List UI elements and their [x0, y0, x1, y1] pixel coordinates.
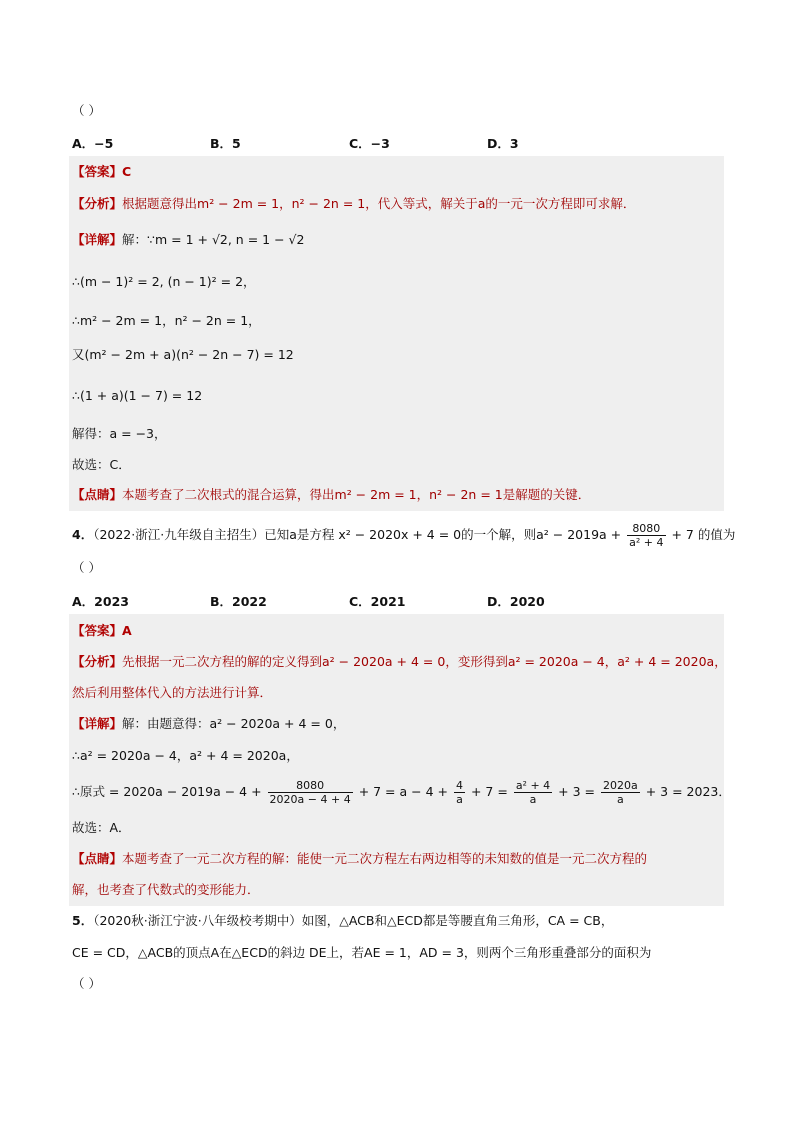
- q4-stem: [72, 520, 735, 550]
- q4-detail-3b: + 7 = a − 4 +: [358, 784, 448, 799]
- q4-option-a: A．2023: [72, 594, 129, 609]
- q4-detail-line-1: [72, 716, 345, 732]
- q3-analysis-tag: 【分析】: [72, 196, 123, 211]
- q3-detail-line-3: ∴m² − 2m = 1，n² − 2n = 1，: [72, 313, 261, 328]
- q4-analysis-tag: 【分析】: [72, 654, 123, 669]
- q4-stem-b: + 7 的值为: [671, 527, 736, 542]
- q4-stem-frac-num: 8080: [627, 522, 665, 536]
- q4-option-d: D．2020: [487, 594, 545, 609]
- q4-fraction-1: [268, 779, 353, 806]
- q5-number: 5．: [72, 913, 94, 928]
- q4-analysis-line-1: [72, 654, 727, 670]
- q5-source: （2020秋·浙江宁波·八年级校考期中）: [93, 913, 302, 928]
- q3-detail-line-7: 故选：C．: [72, 457, 131, 472]
- q3-detail-line-1: [72, 232, 304, 248]
- q4-stem-frac-den: a² + 4: [629, 536, 664, 549]
- q4-option-b: B．2022: [210, 594, 267, 609]
- q4-detail-3a: ∴原式 = 2020a − 2019a − 4 +: [72, 784, 262, 799]
- q3-option-a: A．−5: [72, 136, 114, 151]
- q4-analysis-2: 然后利用整体代入的方法进行计算．: [72, 685, 273, 700]
- q4-f1-num: 8080: [268, 779, 353, 793]
- q3-analysis-text: 根据题意得出m² − 2m = 1，n² − 2n = 1，代入等式，解关于a的一元一次方程即可求解．: [122, 196, 636, 211]
- q4-f2-den: a: [456, 793, 463, 806]
- q3-paren: （ ）: [72, 103, 101, 118]
- q3-answer-tag: 【答案】: [72, 164, 123, 179]
- q4-detail-line-4: 故选：A．: [72, 820, 131, 835]
- q3-comment: [72, 487, 590, 503]
- q4-comment-line-2: [72, 882, 260, 898]
- q3-detail-1: 解：∵m = 1 + √2, n = 1 − √2: [122, 232, 305, 247]
- q4-detail-3e: + 3 = 2023．: [645, 784, 731, 799]
- q4-stem-fraction: [627, 522, 665, 549]
- q4-detail-3d: + 3 =: [558, 784, 596, 799]
- q4-fraction-4: [601, 779, 640, 806]
- q4-stem-a: 已知a是方程 x² − 2020x + 4 = 0的一个解，则a² − 2019a +: [264, 527, 622, 542]
- q3-option-c: C．−3: [349, 136, 390, 151]
- q4-f3-num: a² + 4: [515, 779, 551, 792]
- q4-option-c: C．2021: [349, 594, 406, 609]
- q4-detail-tag: 【详解】: [72, 716, 123, 731]
- q3-detail-line-2: ∴(m − 1)² = 2, (n − 1)² = 2，: [72, 274, 256, 289]
- q3-detail-line-5: ∴(1 + a)(1 − 7) = 12: [72, 388, 203, 403]
- q4-answer: [72, 623, 132, 639]
- q4-answer-tag: 【答案】: [72, 623, 123, 638]
- q4-f3-den: a: [529, 793, 537, 806]
- q3-detail-line-4: 又(m² − 2m + a)(n² − 2n − 7) = 12: [72, 347, 294, 362]
- q4-answer-value: A: [122, 623, 132, 638]
- q4-analysis-1: 先根据一元二次方程的解的定义得到a² − 2020a + 4 = 0，变形得到a² = 2020a − 4，a² + 4 = 2020a，: [122, 654, 727, 669]
- q5-stem-line-1: [72, 913, 613, 929]
- q5-stem-1: 如图，△ACB和△ECD都是等腰直角三角形，CA = CB，: [301, 913, 614, 928]
- q3-detail-tag: 【详解】: [72, 232, 123, 247]
- q4-detail-1: 解：由题意得：a² − 2020a + 4 = 0，: [122, 716, 346, 731]
- q4-f1-den: 2020a − 4 + 4: [269, 793, 351, 806]
- q4-f4-den: a: [617, 793, 624, 806]
- q4-comment-2: 解，也考查了代数式的变形能力．: [72, 882, 260, 897]
- q4-comment-1: 本题考查了一元二次方程的解：能使一元二次方程左右两边相等的未知数的值是一元二次方程的: [122, 851, 648, 866]
- q4-detail-3c: + 7 =: [470, 784, 508, 799]
- q4-comment-tag: 【点睛】: [72, 851, 123, 866]
- q4-fraction-3: [514, 779, 552, 806]
- q4-f2-num: 4: [455, 779, 463, 792]
- q5-paren: （ ）: [72, 976, 101, 991]
- q3-analysis: [72, 196, 635, 212]
- q4-detail-line-2: ∴a² = 2020a − 4，a² + 4 = 2020a，: [72, 748, 299, 763]
- q4-comment-line-1: [72, 851, 647, 867]
- q4-paren: （ ）: [72, 560, 101, 575]
- q3-comment-text: 本题考查了二次根式的混合运算，得出m² − 2m = 1，n² − 2n = 1是解题的关键．: [122, 487, 591, 502]
- q3-comment-tag: 【点睛】: [72, 487, 123, 502]
- q3-answer: [72, 164, 131, 180]
- q4-f4-num: 2020a: [603, 779, 638, 792]
- q4-analysis-line-2: [72, 685, 272, 701]
- q3-option-d: D．3: [487, 136, 519, 151]
- q4-detail-line-3: [72, 772, 731, 812]
- q3-answer-value: C: [122, 164, 132, 179]
- q3-detail-line-6: 解得：a = −3，: [72, 426, 167, 441]
- q5-stem-line-2: CE = CD，△ACB的顶点A在△ECD的斜边 DE上，若AE = 1，AD = 3，则两个三角形重叠部分的面积为: [72, 945, 652, 960]
- q4-number: 4．: [72, 527, 94, 542]
- q4-source: （2022·浙江·九年级自主招生）: [93, 527, 265, 542]
- q3-option-b: B．5: [210, 136, 241, 151]
- q4-fraction-2: [454, 779, 465, 806]
